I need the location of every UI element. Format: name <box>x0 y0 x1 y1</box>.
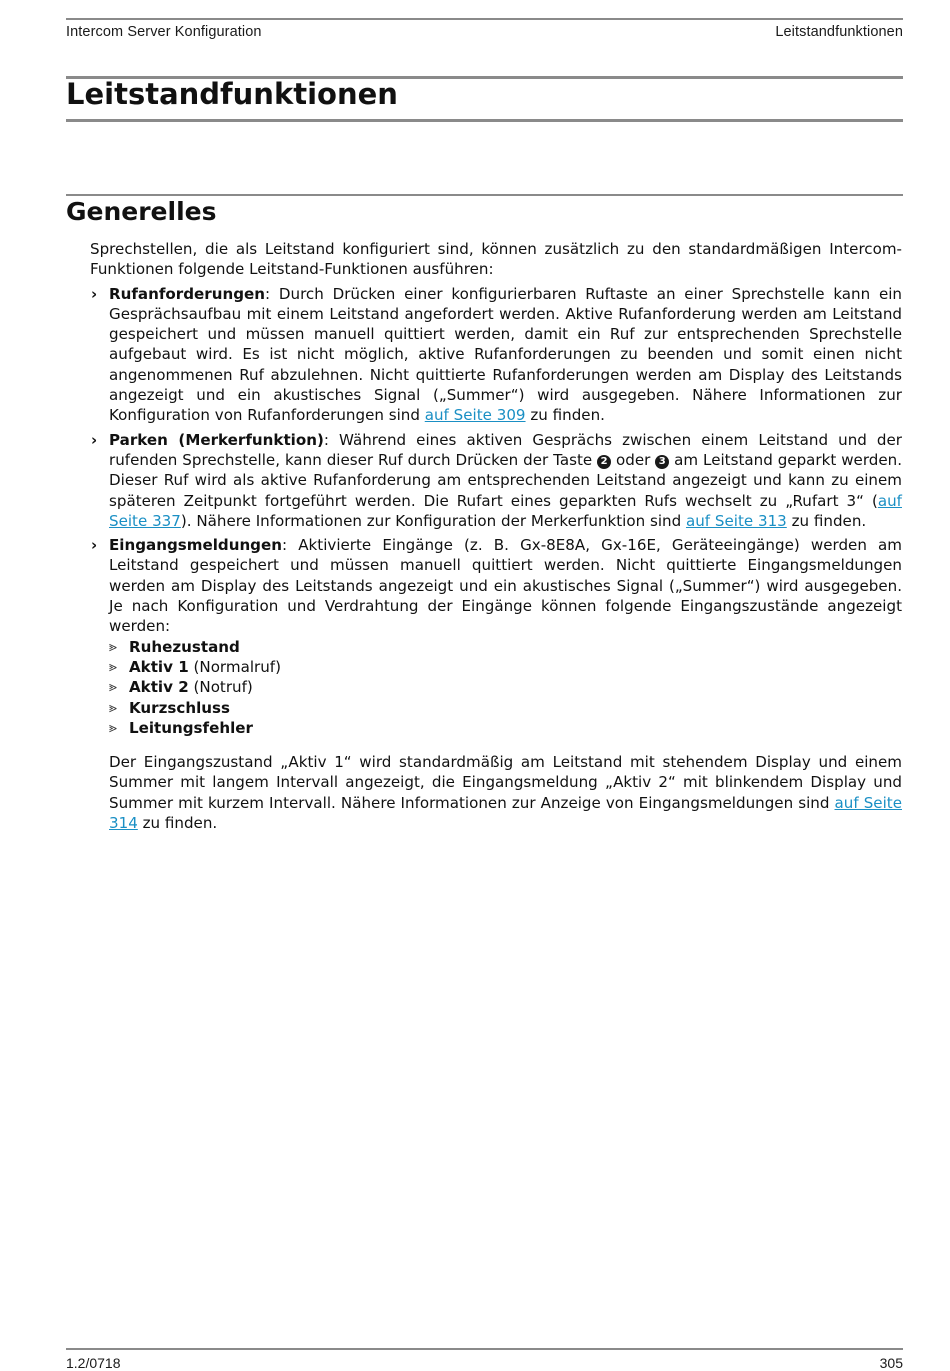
outline-chevron-right-icon: ⪢ <box>109 679 117 696</box>
item-text-cont: am Leitstand geparkt werden. Dieser Ruf wird als aktive Rufanforderung am entsprechenden Leitstand angezeigt und kann zu einem späteren Zeitpunkt fortgeführt werden. Die Rufart eines geparkten Rufs wechselt zu „Rufart 3“ ( <box>109 450 902 510</box>
item-text: : Während eines aktiven Gesprächs zwischen einem Leitstand und der rufenden Sprechstelle, kann dieser Ruf durch Drücken der Taste <box>109 430 903 469</box>
list-item <box>109 698 902 718</box>
list-item-eingangsmeldungen <box>91 535 902 833</box>
input-state-list <box>109 637 902 738</box>
list-item <box>109 657 902 677</box>
item-text-cont2: ). Nähere Informationen zur Konfiguration der Merkerfunktion sind <box>180 511 686 530</box>
list-item <box>109 677 902 697</box>
state-label: Aktiv 1 <box>129 657 189 676</box>
item-text: : Aktivierte Eingänge (z. B. Gx-8E8A, Gx-16E, Geräteeingänge) werden am Leitstand gespeichert und müssen manuell quittiert werden. Nicht quittierte Eingangsmeldungen werden am Display des Leitstands angezeigt und ein akustisches Signal („Summer“) wird ausgegeben. Je nach Konfiguration und Verdrahtung der Eingänge können folgende Eingangszustände angezeigt werden: <box>109 536 902 636</box>
state-label: Ruhezustand <box>129 637 240 656</box>
header-rule <box>66 18 903 20</box>
list-item-rufanforderungen <box>91 284 902 426</box>
item-text-or: oder <box>611 450 656 469</box>
page-link-309[interactable]: auf Seite 309 <box>424 406 526 425</box>
item-term: Rufanforderungen <box>109 284 266 303</box>
header-document-title: Intercom Server Konfiguration <box>66 24 262 40</box>
page-number: 305 <box>879 1355 903 1371</box>
chevron-right-icon: › <box>91 536 98 555</box>
section-heading: Generelles <box>66 197 217 226</box>
function-list <box>91 284 903 834</box>
closing-text: Der Eingangszustand „Aktiv 1“ wird standardmäßig am Leitstand mit stehendem Display und einem Summer mit langem Intervall angezeigt, die Eingangsmeldung „Aktiv 2“ mit blinkendem Display und Summer mit kurzem Intervall. Nähere Informationen zur Anzeige von Eingangsmeldungen sind <box>109 753 902 812</box>
intro-paragraph: Sprechstellen, die als Leitstand konfiguriert sind, können zusätzlich zu den standardmäßigen Intercom-Funktionen folgende Leitstand-Funktionen ausführen: <box>90 240 902 279</box>
state-note: (Notruf) <box>188 678 253 697</box>
footer-version: 1.2/0718 <box>66 1355 121 1371</box>
header-chapter-title: Leitstandfunktionen <box>775 24 903 40</box>
item-term: Eingangsmeldungen <box>109 536 282 555</box>
closing-text-end: zu finden. <box>137 814 218 833</box>
chevron-right-icon: › <box>91 284 98 303</box>
page-title: Leitstandfunktionen <box>66 77 398 111</box>
title-bottom-rule <box>66 119 903 122</box>
item-text: : Durch Drücken einer konfigurierbaren Ruftaste an einer Sprechstelle kann ein Gesprächsaufbau mit einem Leitstand angefordert werden. Aktive Rufanforderung werden am Leitstand gespeichert und müssen manuell quittiert werden, damit ein Ruf zur entsprechenden Sprechstelle aufgebaut wird. Es ist nicht möglich, aktive Rufanforderungen zu beenden und somit einen nicht angenommenen Ruf abzulehnen. Nicht quittierte Rufanforderungen werden am Display des Leitstands angezeigt und ein akustisches Signal („Summer“) wird ausgegeben. Nähere Informationen zur Konfiguration von Rufanforderungen sind <box>109 284 902 425</box>
item-text-end: zu finden. <box>525 406 605 425</box>
page-link-314[interactable]: auf Seite 314 <box>109 793 902 833</box>
outline-chevron-right-icon: ⪢ <box>109 719 117 736</box>
outline-chevron-right-icon: ⪢ <box>109 699 117 716</box>
chevron-right-icon: › <box>91 430 98 449</box>
key-3-icon: 3 <box>655 455 669 469</box>
footer-rule <box>66 1348 903 1350</box>
state-label: Kurzschluss <box>129 698 230 717</box>
state-note: (Normalruf) <box>188 657 281 676</box>
page-link-337[interactable]: auf Seite 337 <box>109 491 902 530</box>
section-body <box>90 239 903 837</box>
closing-paragraph <box>109 752 902 833</box>
key-2-icon: 2 <box>597 455 611 469</box>
outline-chevron-right-icon: ⪢ <box>109 638 117 655</box>
list-item-parken <box>91 430 903 531</box>
list-item <box>109 718 902 738</box>
page-link-313[interactable]: auf Seite 313 <box>685 511 787 530</box>
list-item <box>109 637 902 657</box>
item-term: Parken (Merkerfunktion) <box>109 430 324 449</box>
state-label: Leitungsfehler <box>129 718 253 737</box>
state-label: Aktiv 2 <box>129 678 189 697</box>
item-text-end: zu finden. <box>786 511 867 530</box>
outline-chevron-right-icon: ⪢ <box>109 658 117 675</box>
section-rule <box>66 194 903 196</box>
